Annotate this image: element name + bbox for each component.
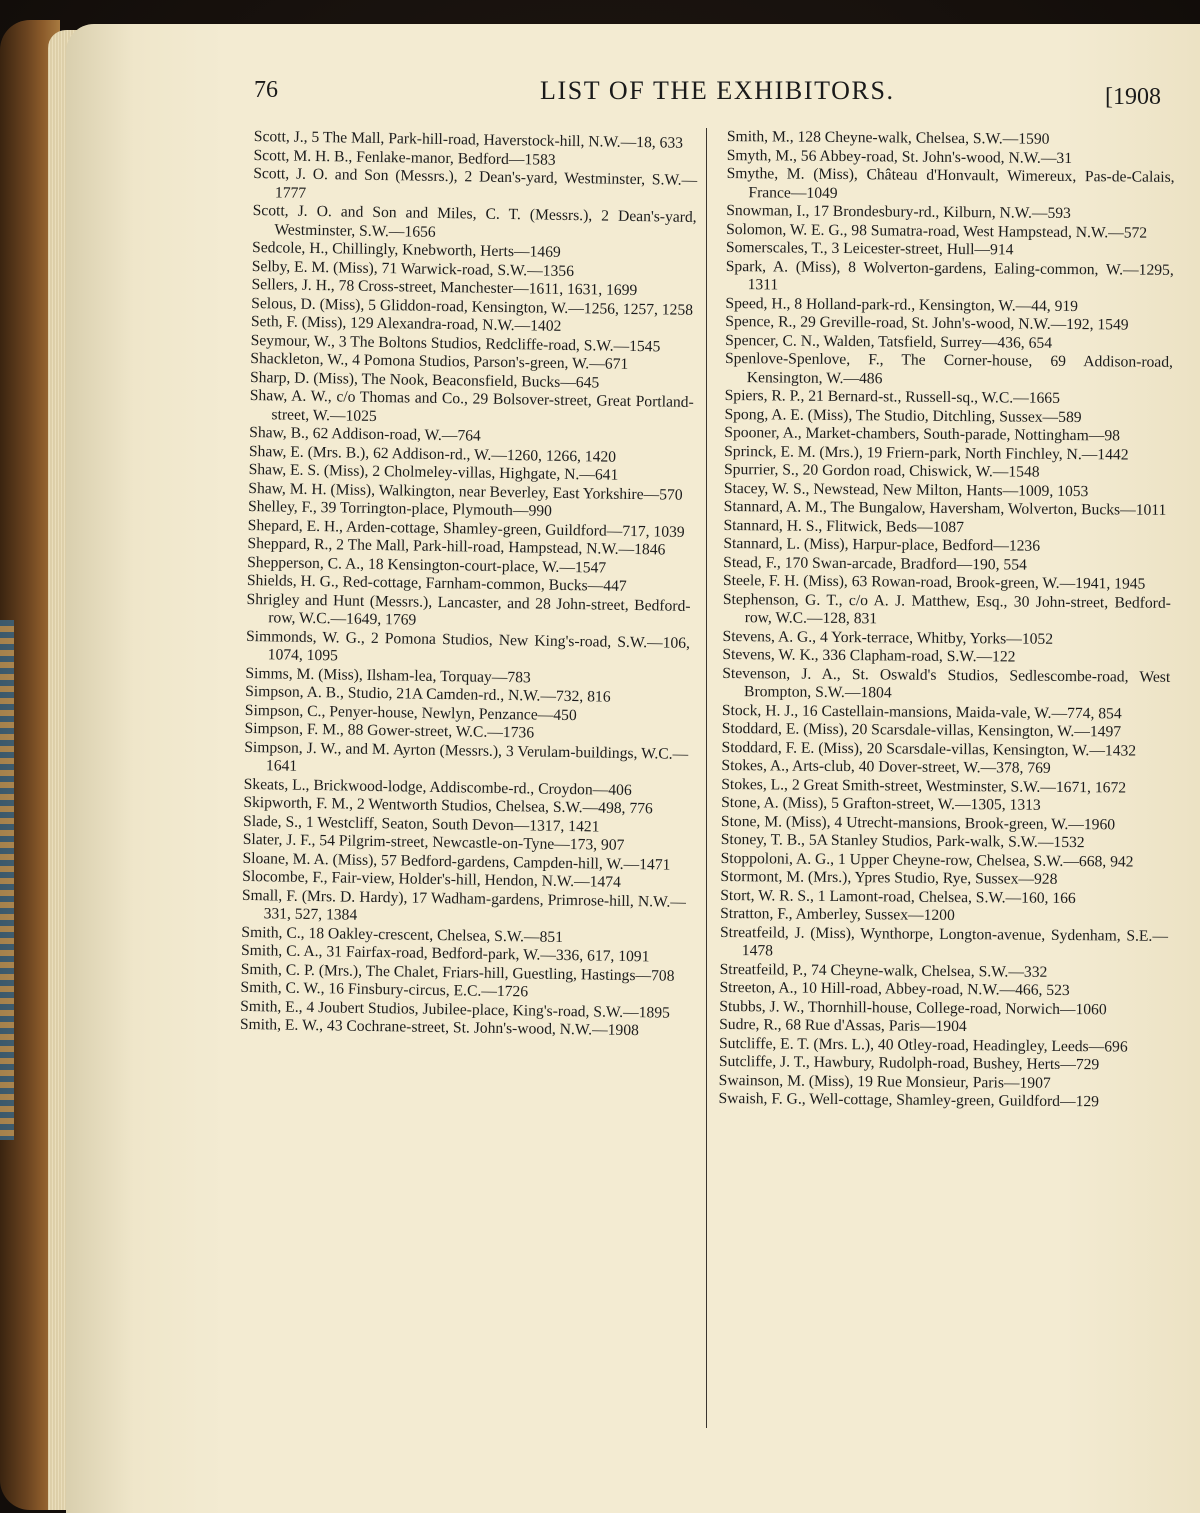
exhibitor-entry: Shaw, E. S. (Miss), 2 Cholmeley-villas, Highgate, N.—641 [248, 460, 619, 484]
exhibitor-entry: Stannard, H. S., Flitwick, Beds—1087 [723, 516, 965, 536]
exhibitor-entry: Spiers, R. P., 21 Bernard-st., Russell-sq., W.C.—1665 [724, 386, 1061, 407]
exhibitor-entry: Swainson, M. (Miss), 19 Rue Monsieur, Paris—1907 [718, 1071, 1051, 1092]
exhibitor-entry: Simmonds, W. G., 2 Pomona Studios, New King's-road, S.W.—106, 1074, 1095 [245, 627, 691, 665]
exhibitor-entry: Streeton, A., 10 Hill-road, Abbey-road, N.W.—466, 523 [719, 978, 1070, 1000]
exhibitor-entry: Simms, M. (Miss), Ilsham-lea, Torquay—783 [245, 664, 531, 686]
exhibitor-entry: Streatfeild, P., 74 Cheyne-walk, Chelsea, S.W.—332 [719, 960, 1048, 981]
exhibitor-entry: Smith, C. A., 31 Fairfax-road, Bedford-park, W.—336, 617, 1091 [240, 941, 650, 966]
exhibitor-entry: Scott, J. O. and Son (Messrs.), 2 Dean's-yard, Westminster, S.W.—1777 [253, 164, 698, 202]
exhibitor-entry: Stoppoloni, A. G., 1 Upper Cheyne-row, Chelsea, S.W.—668, 942 [720, 849, 1134, 871]
exhibitor-entry: Sprinck, E. M. (Mrs.), 19 Friern-park, North Finchley, N.—1442 [724, 442, 1129, 464]
exhibitor-entry: Smith, C., 18 Oakley-crescent, Chelsea, S.W.—851 [241, 923, 564, 946]
exhibitor-entry: Smith, M., 128 Cheyne-walk, Chelsea, S.W.—1590 [726, 128, 1050, 148]
exhibitor-entry: Stone, M. (Miss), 4 Utrecht-mansions, Brook-green, W.—1960 [720, 812, 1116, 833]
exhibitor-entry: Scott, J., 5 The Mall, Park-hill-road, Haverstock-hill, N.W.—18, 633 [253, 128, 684, 152]
exhibitor-entry: Sudre, R., 68 Rue d'Assas, Paris—1904 [719, 1015, 967, 1036]
exhibitor-entry: Scott, J. O. and Son and Miles, C. T. (Messrs.), 2 Dean's-yard, Westminster, S.W.—1656 [252, 201, 697, 241]
exhibitor-entry: Sheppard, R., 2 The Mall, Park-hill-road, Hampstead, N.W.—1846 [247, 534, 666, 559]
exhibitor-entry: Smythe, M. (Miss), Château d'Honvault, Wimereux, Pas-de-Calais, France—1049 [726, 164, 1175, 202]
exhibitor-entry: Shackleton, W., 4 Pomona Studios, Parson's-green, W.—671 [250, 349, 629, 373]
exhibitor-entry: Smyth, M., 56 Abbey-road, St. John's-wood, N.W.—31 [726, 146, 1073, 167]
exhibitor-entry: Seymour, W., 3 The Boltons Studios, Redcliffe-road, S.W.—1545 [250, 331, 661, 355]
exhibitor-entry: Stoddard, E. (Miss), 20 Scarsdale-villas, Kensington, W.—1497 [721, 719, 1122, 741]
exhibitor-entry: Stannard, A. M., The Bungalow, Haversham, Wolverton, Bucks—1011 [723, 497, 1167, 519]
exhibitor-entry: Stoney, T. B., 5A Stanley Studios, Park-walk, S.W.—1532 [720, 830, 1085, 852]
exhibitor-entry: Spark, A. (Miss), 8 Wolverton-gardens, Ealing-common, W.—1295, 1311 [725, 257, 1174, 294]
exhibitor-entry: Speed, H., 8 Holland-park-rd., Kensington, W.—44, 919 [725, 294, 1079, 315]
exhibitor-entry: Shaw, E. (Mrs. B.), 62 Addison-rd., W.—1260, 1266, 1420 [248, 442, 617, 466]
exhibitor-entry: Smith, E. W., 43 Cochrane-street, St. John's-wood, N.W.—1908 [239, 1015, 640, 1040]
column-divider [706, 128, 707, 1428]
exhibitor-entry: Simpson, F. M., 88 Gower-street, W.C.—1736 [244, 719, 535, 742]
exhibitor-entry: Spooner, A., Market-chambers, South-parade, Nottingham—98 [724, 423, 1121, 445]
exhibitor-entry: Spenlove-Spenlove, F., The Corner-house, 69 Addison-road, Kensington, W.—486 [724, 349, 1174, 387]
exhibitor-entry: Skeats, L., Brickwood-lodge, Addiscombe-rd., Croydon—406 [243, 775, 632, 799]
exhibitor-entry: Shepard, E. H., Arden-cottage, Shamley-green, Guildford—717, 1039 [247, 516, 685, 541]
exhibitor-entry: Stokes, L., 2 Great Smith-street, Westminster, S.W.—1671, 1672 [721, 775, 1127, 797]
year-mark: [1908 [1105, 84, 1161, 110]
exhibitor-entry: Sloane, M. A. (Miss), 57 Bedford-gardens, Campden-hill, W.—1471 [242, 849, 671, 874]
exhibitor-entry: Stoddard, F. E. (Miss), 20 Scarsdale-villas, Kensington, W.—1432 [721, 738, 1137, 760]
exhibitor-entry: Simpson, A. B., Studio, 21A Camden-rd., N.W.—732, 816 [245, 682, 611, 706]
exhibitor-entry: Stead, F., 170 Swan-arcade, Bradford—190, 554 [723, 553, 1027, 574]
exhibitor-entry: Spencer, C. N., Walden, Tatsfield, Surrey—436, 654 [725, 331, 1053, 352]
exhibitor-entry: Somerscales, T., 3 Leicester-street, Hull—914 [725, 238, 1014, 259]
exhibitor-entry: Shields, H. G., Red-cottage, Farnham-common, Bucks—447 [246, 571, 627, 595]
exhibitor-entry: Smith, C. P. (Mrs.), The Chalet, Friars-hill, Guestling, Hastings—708 [240, 960, 675, 985]
exhibitor-entry: Stock, H. J., 16 Castellain-mansions, Maida-vale, W.—774, 854 [721, 701, 1122, 722]
exhibitor-entry: Swaish, F. G., Well-cottage, Shamley-green, Guildford—129 [718, 1089, 1100, 1111]
exhibitor-entry: Slade, S., 1 Westcliff, Seaton, South Devon—1317, 1421 [242, 812, 600, 836]
exhibitor-entry: Stone, A. (Miss), 5 Grafton-street, W.—1305, 1313 [721, 793, 1041, 814]
exhibitor-entry: Skipworth, F. M., 2 Wentworth Studios, Chelsea, S.W.—498, 776 [243, 793, 653, 818]
exhibitor-entry: Slocombe, F., Fair-view, Holder's-hill, Hendon, N.W.—1474 [242, 867, 621, 891]
exhibitor-entry: Stevens, W. K., 336 Clapham-road, S.W.—122 [722, 645, 1016, 666]
exhibitor-entry: Stevenson, J. A., St. Oswald's Studios, Sedlescombe-road, West Brompton, S.W.—1804 [722, 664, 1171, 702]
exhibitor-entry: Shaw, B., 62 Addison-road, W.—764 [249, 423, 481, 445]
running-head: LIST OF THE EXHIBITORS. [540, 76, 895, 105]
exhibitor-entry: Steele, F. H. (Miss), 63 Rowan-road, Brook-green, W.—1941, 1945 [722, 571, 1146, 593]
exhibitor-entry: Shaw, A. W., c/o Thomas and Co., 29 Bolsover-street, Great Portland-street, W.—1025 [249, 386, 694, 425]
exhibitor-entry: Scott, M. H. B., Fenlake-manor, Bedford—1583 [253, 146, 556, 169]
exhibitor-entry: Spence, R., 29 Greville-road, St. John's-wood, N.W.—192, 1549 [725, 312, 1129, 334]
exhibitor-entry: Simpson, J. W., and M. Ayrton (Messrs.), 3 Verulam-buildings, W.C.—1641 [244, 738, 689, 775]
exhibitor-entry: Solomon, W. E. G., 98 Sumatra-road, West Hampstead, N.W.—572 [726, 220, 1148, 242]
exhibitor-entry: Stephenson, G. T., c/o A. J. Matthew, Esq., 30 John-street, Bedford-row, W.C.—128, 831 [722, 590, 1171, 628]
exhibitor-entry: Shepperson, C. A., 18 Kensington-court-place, W.—1547 [247, 553, 607, 577]
exhibitor-entry: Sharp, D. (Miss), The Nook, Beaconsfield, Bucks—645 [249, 368, 600, 391]
exhibitor-entry: Sutcliffe, J. T., Hawbury, Rudolph-road, Bushey, Herts—729 [718, 1052, 1100, 1074]
exhibitor-entry: Stokes, A., Arts-club, 40 Dover-street, W.—378, 769 [721, 756, 1051, 777]
exhibitor-entry: Simpson, C., Penyer-house, Newlyn, Penzance—450 [244, 701, 577, 724]
exhibitor-entry: Stort, W. R. S., 1 Lamont-road, Chelsea, S.W.—160, 166 [720, 886, 1076, 907]
exhibitor-entry: Stevens, A. G., 4 York-terrace, Whitby, Yorks—1052 [722, 627, 1054, 648]
exhibitor-entry: Spurrier, S., 20 Gordon road, Chiswick, W.—1548 [723, 460, 1040, 481]
exhibitor-entry: Sedcole, H., Chillingly, Knebworth, Herts—1469 [251, 238, 561, 261]
exhibitor-entry: Seth, F. (Miss), 129 Alexandra-road, N.W.—1402 [250, 312, 562, 335]
left-column [240, 128, 698, 1041]
exhibitor-entry: Stannard, L. (Miss), Harpur-place, Bedford—1236 [723, 534, 1041, 555]
exhibitor-entry: Selby, E. M. (Miss), 71 Warwick-road, S.W.—1356 [251, 257, 575, 280]
exhibitor-entry: Slater, J. F., 54 Pilgrim-street, Newcastle-on-Tyne—173, 907 [242, 830, 625, 854]
exhibitor-entry: Snowman, I., 17 Brondesbury-rd., Kilburn, N.W.—593 [726, 201, 1071, 223]
exhibitor-entry: Shrigley and Hunt (Messrs.), Lancaster, and 28 John-street, Bedford-row, W.C.—1649, 1769 [246, 590, 691, 629]
spine-decoration [0, 620, 14, 1140]
exhibitor-entry: Stormont, M. (Mrs.), Ypres Studio, Rye, Sussex—928 [720, 867, 1058, 888]
exhibitor-entry: Shelley, F., 39 Torrington-place, Plymouth—990 [247, 497, 553, 520]
exhibitor-entry: Sellers, J. H., 78 Cross-street, Manchester—1611, 1631, 1699 [251, 275, 638, 300]
exhibitor-entry: Stacey, W. S., Newstead, New Milton, Hants—1009, 1053 [723, 479, 1089, 500]
exhibitor-entry: Smith, E., 4 Joubert Studios, Jubilee-place, King's-road, S.W.—1895 [240, 997, 671, 1022]
exhibitor-entry: Sutcliffe, E. T. (Mrs. L.), 40 Otley-road, Headingley, Leeds—696 [718, 1034, 1128, 1056]
page-number: 76 [254, 77, 278, 103]
exhibitor-entry: Stubbs, J. W., Thornhill-house, College-road, Norwich—1060 [719, 997, 1107, 1018]
exhibitor-entry: Small, F. (Mrs. D. Hardy), 17 Wadham-gardens, Primrose-hill, N.W.—331, 527, 1384 [241, 886, 687, 924]
exhibitor-entry: Shaw, M. H. (Miss), Walkington, near Beverley, East Yorkshire—570 [248, 479, 683, 504]
exhibitor-entry: Spong, A. E. (Miss), The Studio, Ditchling, Sussex—589 [724, 405, 1082, 426]
exhibitor-entry: Stratton, F., Amberley, Sussex—1200 [720, 904, 955, 925]
exhibitor-entry: Smith, C. W., 16 Finsbury-circus, E.C.—1726 [240, 978, 529, 1001]
right-column [718, 128, 1175, 1112]
exhibitor-entry: Streatfeild, J. (Miss), Wynthorpe, Longton-avenue, Sydenham, S.E.—1478 [719, 923, 1169, 960]
exhibitor-entry: Selous, D. (Miss), 5 Gliddon-road, Kensington, W.—1256, 1257, 1258 [251, 294, 694, 319]
